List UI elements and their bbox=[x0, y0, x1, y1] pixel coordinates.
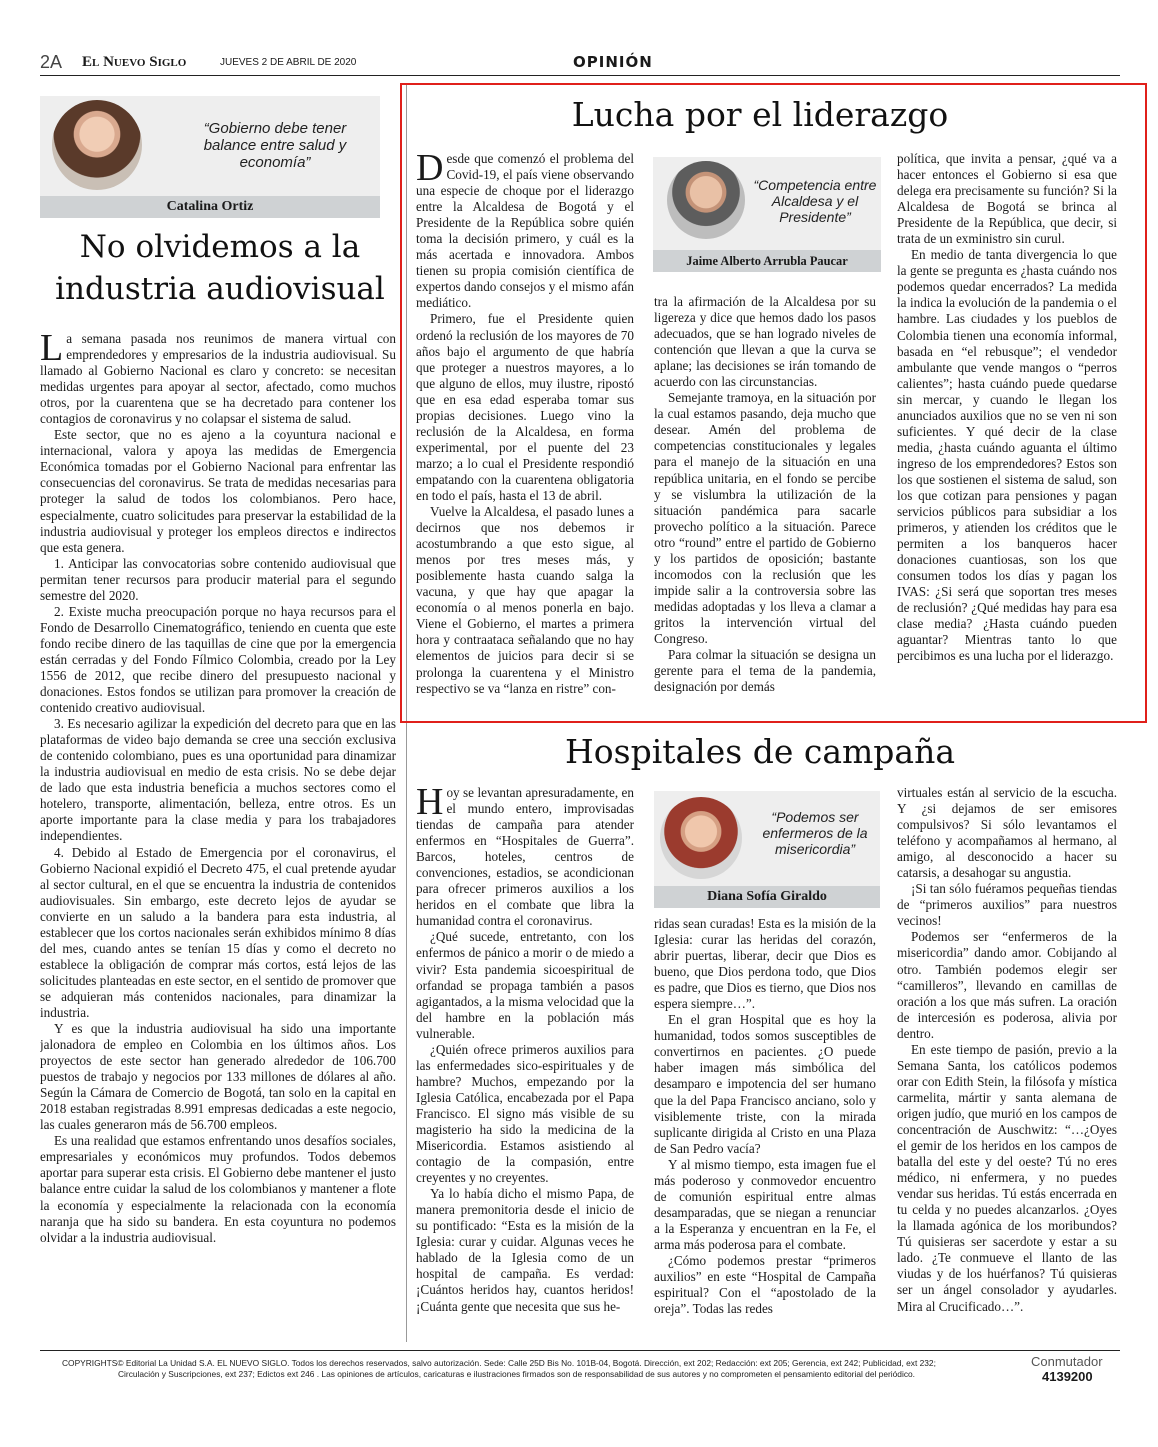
paragraph: 2. Existe mucha preocupación porque no haya recursos para el Fondo de Desarrollo Cinematográfico, teniendo en cuenta que este fondo recibe dinero de las taquillas de cine que por la emergencia están cerradas y del Fondo Fílmico Colombia, creado por la Ley 1556 de 2012, que recibe dinero del presupuesto nacional y donaciones. Estos fondos se utilizan para promover la creación de contenido creativo audiovisual. bbox=[40, 603, 396, 716]
section-title: OPINIÓN bbox=[573, 53, 653, 71]
paragraph: Ya lo había dicho el mismo Papa, de manera premonitoria desde el inicio de su pontificado: “Esta es la misión de la Iglesia: curar y cuidar. Algunas veces he hablado de la Iglesia como de un hospital de campaña. Es verdad: ¡Cuántos heridos hay, cuantos heridos! ¡Cuánta gente que necesita que sus he- bbox=[416, 1186, 634, 1314]
dropcap: L bbox=[40, 331, 64, 369]
paragraph: Es una realidad que estamos enfrentando unos desafíos sociales, empresariales y económicos muy profundos. Todos debemos aportar para superar esta crisis. El Gobierno debe mantener el justo balance entre cuidar la salud de los colombianos y mantener a flote la economía y especialmente la relacionada con la economía naranja que ha sido su bandera. En esta coyuntura no podemos olvidar a la industria audiovisual. bbox=[40, 1133, 396, 1245]
article2-quote-box bbox=[653, 157, 881, 272]
article2-title: Lucha por el liderazgo bbox=[571, 95, 949, 134]
author-photo-jaime bbox=[667, 161, 745, 239]
paragraph: ¿Qué sucede, entretanto, con los enfermos de pánico a morir o de miedo a vivir? Esta pandemia sicoespiritual de orfandad se propaga también a pasos agigantados, a la misma velocidad que la del hambre en la población más vulnerable. bbox=[416, 929, 634, 1041]
dropcap: D bbox=[416, 151, 444, 189]
dropcap: H bbox=[416, 785, 444, 823]
article3-col2 bbox=[654, 916, 876, 1341]
paragraph: tra la afirmación de la Alcaldesa por su ligereza y dice que hemos dado los pasos adecuados, que se han logrado niveles de contención que llevan a que la curva se aplane; las decisiones se irán tomando de acuerdo con las circunstancias. bbox=[654, 294, 876, 390]
article1-quote-box bbox=[40, 96, 380, 218]
paragraph: En medio de tanta divergencia lo que la gente se pregunta es ¿hasta cuándo nos podemos quedar encerrados? La medida la indica la evolución de la pandemia o el hambre. Las ciudades y los pueblos de Colombia tienen una economía informal, basada en “el rebusque”; el vendedor ambulante que vende mangos o “perros calientes”; hasta cuándo puede quedarse sin mercar, y cuando le llegan los anunciados auxilios que no se ven ni son suficientes. Y qué decir de la clase media, ¿hasta cuándo aguanta el último ingreso de los emprendedores? Estos son los que sostienen el sistema de salud, son los que cotizan para pensiones y pagan servicios públicos para subsidiar a los primeros, y atienden los créditos que le permiten a los banqueros hacer donaciones cuantiosas, son los que consumen todos los días y pagan los IVAS: ¿Si será que soportan tres meses de reclusión? ¿Qué medidas hay para esa clase media? ¿Hasta cuándo pueden aguantar? Mientras tanto lo que percibimos es una lucha por el liderazgo. bbox=[897, 247, 1117, 664]
author-photo-diana bbox=[660, 797, 742, 879]
article2-quote: “Competencia entre Alcaldesa y el Presidente” bbox=[753, 177, 877, 225]
paragraph: En este tiempo de pasión, previo a la Semana Santa, los católicos podemos orar con Edith Stein, la filósofa y mística carmelita, mártir y santa alemana de origen judío, que murió en los campos de concentración de Auschwitz: “…¿Oyes el gemir de los heridos en los campos de batalla del este y del oeste? Tú no eres médico, ni enfermera, y no puedes vendar sus heridas. Tú estás encerrada en tu celda y no puedes alcanzarlos. ¿Oyes la llamada agónica de los moribundos? Tú quisieras ser sacerdote y estar a su lado. ¿Te conmueve el llanto de las viudas y de los huérfanos? Tú quisieras ser un ángel consolador y ayudarles. Mira al Crucificado…”. bbox=[897, 1041, 1117, 1314]
paragraph: Podemos ser “enfermeros de la misericordia” dando amor. Cobijando al otro. También podemos elegir ser “camilleros”, llevando en camillas de oración a los que más sufren. La oración de intercesión es poderosa, alivia por dentro. bbox=[897, 929, 1117, 1041]
paragraph: Y es que la industria audiovisual ha sido una importante jalonadora de empleo en Colombia en los últimos años. Los proyectos de este sector han generado alrededor de 106.700 puestos de trabajo y negocios por 133 millones de dólares al año. Según la Cámara de Comercio de Bogotá, tan solo en la capital en 2018 estaban registradas 8.991 empresas dedicadas a este negocio, las cuales generaron más de 56.700 empleos. bbox=[40, 1021, 396, 1133]
paragraph: ridas sean curadas! Esta es la misión de la Iglesia: curar las heridas del corazón, abrir puertas, liberar, decir que Dios es bueno, que Dios perdona todo, que Dios es padre, que Dios es tierno, que Dios nos espera siempre…”. bbox=[654, 916, 876, 1012]
publication-name: El Nuevo Siglo bbox=[82, 54, 187, 70]
article3-author: Diana Sofía Giraldo bbox=[654, 886, 880, 908]
article3-col1 bbox=[416, 785, 634, 1341]
footer-line-1: COPYRIGHTS© Editorial La Unidad S.A. EL NUEVO SIGLO. Todos los derechos reservados, salvo autorización. Sede: Calle 25D Bis No. 101B-04, Bogotá. Dirección, ext 202; Redacción: ext 205; Gerencia, ext 242; Publicidad, ext 232; bbox=[62, 1358, 936, 1368]
paragraph: ¿Quién ofrece primeros auxilios para las enfermedades sico-espirituales y de hambre? Muchos, empezando por la Iglesia Católica, encabezada por el Papa Francisco. El signo más visible de su magisterio ha sido la medicina de la Misericordia. Estamos asistiendo al contagio de la compasión, entre creyentes y no creyentes. bbox=[416, 1041, 634, 1186]
paragraph: Y al mismo tiempo, esta imagen fue el más poderoso y conmovedor encuentro de comunión espiritual entre almas desamparadas, que se niegan a renunciar a la Esperanza y encuentran en la Fe, el arma más poderosa para el combate. bbox=[654, 1156, 876, 1252]
paragraph: a semana pasada nos reunimos de manera virtual con emprendedores y empresarios de la industria audiovisual. Su llamado al Gobierno Nacional es claro y concreto: se necesitan medidas urgentes para apoyar al sector, afectado, como muchos otros, por la cuarentena que se ha decretado para contener los contagios de coronavirus y no colapsar el sistema de salud. bbox=[40, 331, 396, 427]
publication-date: JUEVES 2 DE ABRIL DE 2020 bbox=[220, 57, 357, 68]
footer-copyright bbox=[62, 1358, 1012, 1380]
article2-author: Jaime Alberto Arrubla Paucar bbox=[653, 250, 881, 272]
paragraph: Vuelve la Alcaldesa, el pasado lunes a decirnos que nos debemos ir acostumbrando a que esto sigue, al menos por tres meses más, y posiblemente hasta cuando salga la vacuna, y que hay que apagar la economía o al menos ponerla en bajo. Viene el Gobierno, el martes a primera hora y contraataca señalando que no hay elementos de juicios para decir si se prolonga la cuarentena y el Ministro respectivo se va “lanza en ristre” con- bbox=[416, 504, 634, 696]
footer-divider bbox=[40, 1350, 1120, 1351]
switchboard-label: Conmutador bbox=[1031, 1354, 1103, 1369]
author-photo-catalina bbox=[52, 100, 142, 190]
footer-line-2: Circulación y Suscripciones, ext 237; Edictos ext 246 . Las opiniones de artículos, caricaturas e ilustraciones firmados son de responsabilidad de sus autores y no comprometen el pensamiento editorial del periódico. bbox=[118, 1369, 915, 1379]
paragraph: 1. Anticipar las convocatorias sobre contenido audiovisual que permitan tener recursos para producir material para el segundo semestre del 2020. bbox=[40, 555, 396, 603]
article2-col3 bbox=[897, 151, 1117, 718]
paragraph: Semejante tramoya, en la situación por la cual estamos pasando, deja mucho que desear. Amén del problema de competencias constitucionales y legales para el manejo de la situación en una república unitaria, en el fondo se percibe y se vislumbra la utilización de la situación pandémica para sacarle provecho político a la situación. Parece otro “round” entre el partido de Gobierno y los partidos de oposición; bastante incomodos con la reclusión que les impide salir a la controversia sobre las medidas adoptadas y los lleva a clamar a gritos la intervención virtual del Congreso. bbox=[654, 390, 876, 646]
paragraph: Este sector, que no es ajeno a la coyuntura nacional e internacional, valora y apoya las medidas de Emergencia Económica tomadas por el Gobierno Nacional para enfrentar las consecuencias del coronavirus. Se trata de medidas necesarias para proteger la salud de todos los colombianos. Pero hace, especialmente, cuatro solicitudes para preservar la estabilidad de la industria audiovisual y proteger los empleos directos e indirectos que esta genera. bbox=[40, 427, 396, 555]
article3-quote-box bbox=[654, 791, 880, 908]
paragraph: Para colmar la situación se designa un gerente para el tema de la pandemia, designación por demás bbox=[654, 647, 876, 695]
article3-col3 bbox=[897, 785, 1117, 1341]
article2-col1 bbox=[416, 151, 634, 718]
article3-title: Hospitales de campaña bbox=[564, 732, 956, 771]
switchboard-number: 4139200 bbox=[1042, 1369, 1093, 1384]
article1-title: No olvidemos a la industria audiovisual bbox=[55, 229, 385, 307]
article1-body bbox=[40, 331, 396, 1341]
paragraph: Primero, fue el Presidente quien ordenó la reclusión de los mayores de 70 años bajo el argumento de que habría que proteger a nuestros mayores, a lo que alguno de ellos, muy ilustre, ripostó que en esa edad esperaba tomar sus propias decisiones. Luego vino la reclusión de la Alcaldesa, en forma experimental, por el puente del 23 marzo; a lo cual el Presidente respondió empatando con la cuarentena obligatoria en todo el país, hasta el 13 de abril. bbox=[416, 311, 634, 503]
page-header bbox=[40, 52, 1120, 76]
paragraph: ¡Si tan sólo fuéramos pequeñas tiendas de “primeros auxilios” para nuestros vecinos! bbox=[897, 881, 1117, 929]
paragraph: oy se levantan apresuradamente, en el mundo entero, improvisadas tiendas de campaña para atender enfermos en “Hospitales de Guerra”. Barcos, hoteles, centros de convenciones, estadios, se acondicionan para ofrecer primeros auxilios a los heridos en el combate que libra la humanidad contra el coronavirus. bbox=[416, 785, 634, 929]
paragraph: esde que comenzó el problema del Covid-19, el país viene observando una especie de choque por el liderazgo entre la Alcaldesa de Bogotá y el Presidente de la República sobre quién toma la decisión primero, y cuál es la más acertada e innovadora. Ambos tienen su propia comisión científica de expertos dando consejos y el mismo afán mediático. bbox=[416, 151, 634, 311]
paragraph: virtuales están al servicio de la escucha. Y ¿si dejamos de ser emisores compulsivos? Si sólo levantamos el teléfono y acompañamos al hermano, al amigo, al desconocido a hacer su catarsis, a desahogar su angustia. bbox=[897, 785, 1117, 881]
paragraph: En el gran Hospital que es hoy la humanidad, todos somos susceptibles de convertirnos en pacientes. ¿O puede haber imagen más simbólica del desamparo e impotencia del ser humano que la del Papa Francisco anciano, solo y visiblemente triste, con la mirada suplicante dirigida al Cristo en una Plaza de San Pedro vacía? bbox=[654, 1012, 876, 1156]
paragraph: política, que invita a pensar, ¿qué va a hacer entonces el Gobierno si esa que delega era precisamente su función? Si la Alcaldesa de Bogotá se brinca al Presidente de la República, que decir, si trata de un exministro sin curul. bbox=[897, 151, 1117, 247]
article1-author: Catalina Ortiz bbox=[40, 196, 380, 218]
paragraph: 3. Es necesario agilizar la expedición del decreto para que en las plataformas de video bajo demanda se cree una sección exclusiva de contenido colombiano, pues es una oportunidad para dinamizar la industria audiovisual en medio de esta crisis. No se debe dejar de lado que esta industria beneficia a muchos sectores como el hotelero, transporte, alimentación, belleza, entre otros. Es un aporte importante para la clase media y para los trabajadores independientes. bbox=[40, 716, 396, 844]
paragraph: ¿Cómo podemos prestar “primeros auxilios” en este “Hospital de Campaña espiritual? Con el “apostolado de la oreja”. Todas las redes bbox=[654, 1252, 876, 1317]
article1-quote: “Gobierno debe tener balance entre salud y economía” bbox=[203, 120, 347, 171]
paragraph: 4. Debido al Estado de Emergencia por el coronavirus, el Gobierno Nacional expidió el Decreto 475, el cual pretende ayudar al sector cultural, en el que se encuentra la industria de contenidos audiovisuales. Sin embargo, este decreto lejos de ayudar se convierte en un saludo a la bandera para esta industria, al establecer que los cortos nacionales serán exhibidos mínimo 8 días del mes, cuando antes se tenían 15 días y como el decreto no establece la obligación de comprar más cortos, está lejos de las solicitudes planteadas en este sector, en el sentido de promover que se adquieran más contenidos nacionales, para dinamizar la industria. bbox=[40, 844, 396, 1020]
article3-quote: “Podemos ser enfermeros de la misericordia” bbox=[762, 809, 868, 857]
article2-col2 bbox=[654, 294, 876, 718]
page-number: 2A bbox=[40, 52, 63, 72]
